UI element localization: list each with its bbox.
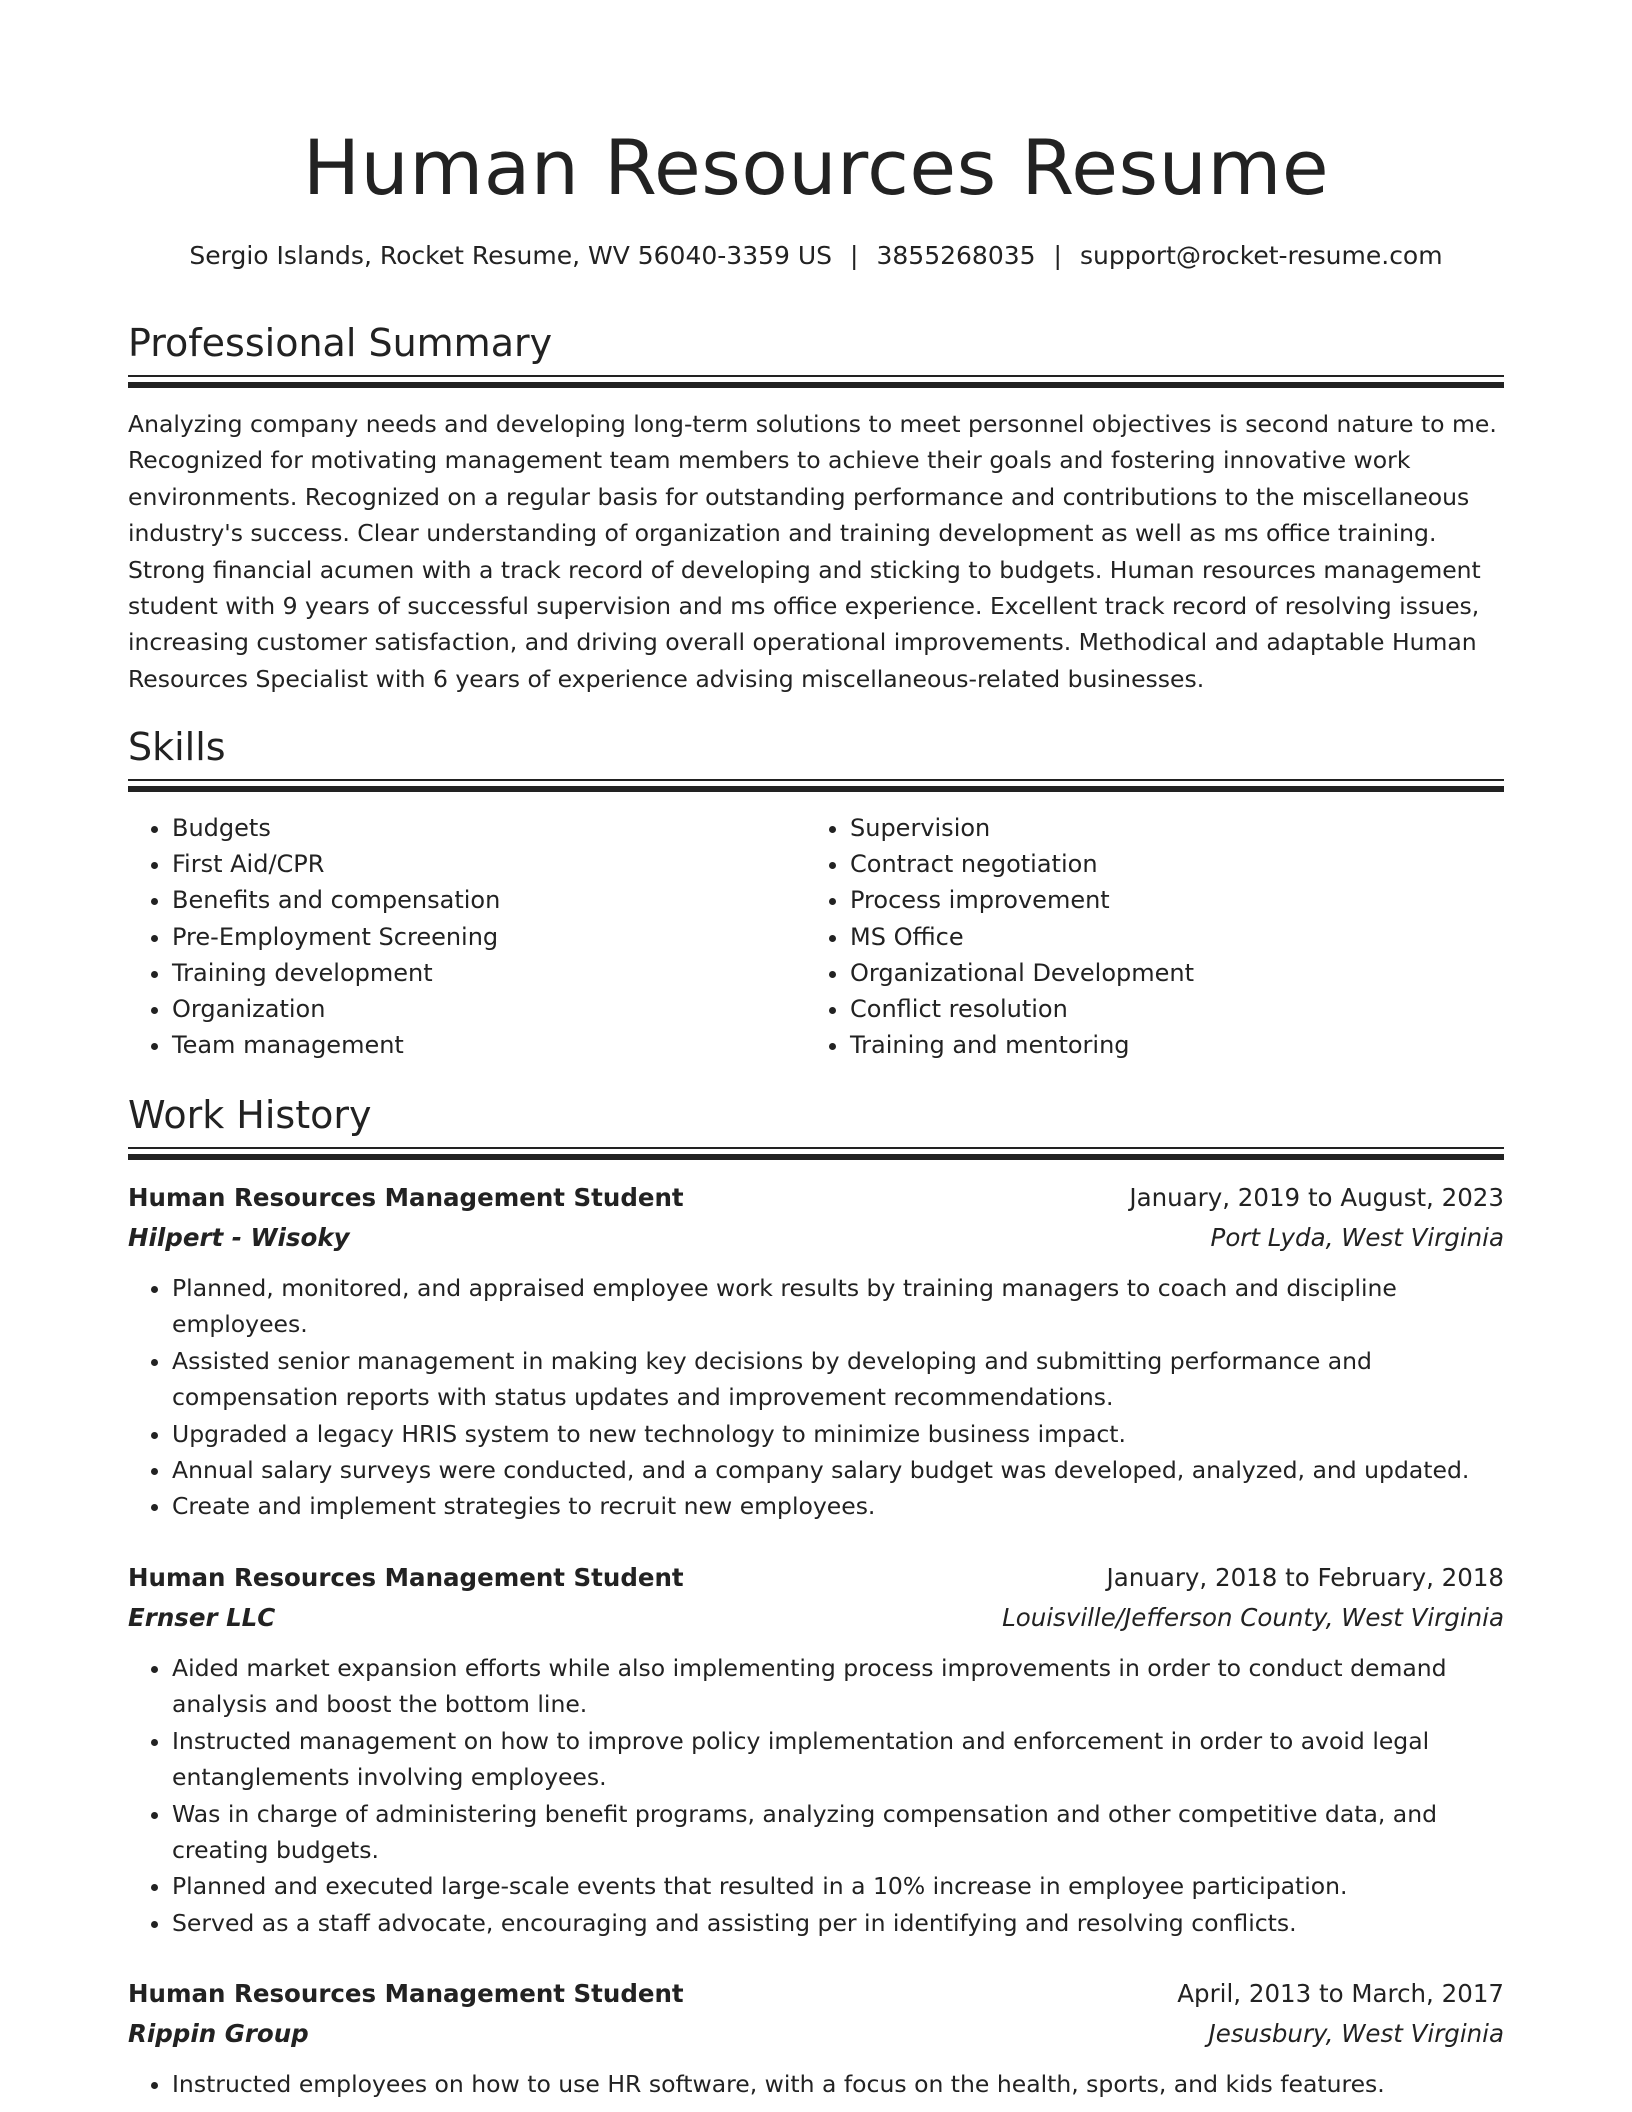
job-bullet: • Assisted senior management in making key decisions by developing and submitting performance and compensation reports with status updates and improvement recommendations. xyxy=(172,1343,1504,1416)
skills-list-left xyxy=(128,810,500,1063)
job-dates: January, 2018 to February, 2018 xyxy=(1106,1563,1504,1592)
job-company: Ernser LLC xyxy=(128,1603,276,1632)
section-heading-summary: Professional Summary xyxy=(128,321,553,365)
skill-item: • Budgets xyxy=(172,810,500,846)
job-company: Hilpert - Wisoky xyxy=(128,1223,350,1252)
job-dates: January, 2019 to August, 2023 xyxy=(1129,1183,1504,1212)
job-bullet: • Served as a staff advocate, encouraging and assisting per in identifying and resolving conflicts. xyxy=(172,1905,1504,1941)
job-bullet-list xyxy=(128,2066,1504,2102)
job-location: Louisville/Jefferson County, West Virginia xyxy=(1002,1603,1504,1632)
job-bullet-list xyxy=(128,1270,1504,1525)
skill-item: • First Aid/CPR xyxy=(172,846,500,882)
skill-item: • Supervision xyxy=(850,810,1194,846)
section-divider xyxy=(128,1147,1504,1160)
section-heading-work-history: Work History xyxy=(128,1093,372,1137)
skill-item: • Conflict resolution xyxy=(850,991,1194,1027)
job-company: Rippin Group xyxy=(128,2019,309,2048)
skill-item: • Training and mentoring xyxy=(850,1027,1194,1063)
job-dates: April, 2013 to March, 2017 xyxy=(1177,1979,1504,2008)
contact-phone: 3855268035 xyxy=(876,241,1036,270)
job-entry xyxy=(128,1974,1504,2102)
contact-address: Sergio Islands, Rocket Resume, WV 56040-3359 US xyxy=(189,241,833,270)
job-bullet: • Planned and executed large-scale events that resulted in a 10% increase in employee participation. xyxy=(172,1868,1504,1904)
skill-item: • Team management xyxy=(172,1027,500,1063)
job-title: Human Resources Management Student xyxy=(128,1563,684,1592)
skill-item: • Process improvement xyxy=(850,882,1194,918)
skill-item: • MS Office xyxy=(850,919,1194,955)
contact-separator: | xyxy=(850,241,859,270)
skill-item: • Organization xyxy=(172,991,500,1027)
job-title: Human Resources Management Student xyxy=(128,1979,684,2008)
job-bullet: • Create and implement strategies to recruit new employees. xyxy=(172,1488,1504,1524)
section-heading-skills: Skills xyxy=(128,725,226,769)
skill-item: • Pre-Employment Screening xyxy=(172,919,500,955)
job-bullet: • Planned, monitored, and appraised employee work results by training managers to coach and discipline employees. xyxy=(172,1270,1504,1343)
job-title: Human Resources Management Student xyxy=(128,1183,684,1212)
skill-item: • Training development xyxy=(172,955,500,991)
contact-line xyxy=(128,238,1504,274)
summary-text: Analyzing company needs and developing long-term solutions to meet personnel objectives is second nature to me. Recognized for motivating management team members to achieve their goals and fostering innovative work environments. Recognized on a regular basis for outstanding performance and contributions to the miscellaneous industry's success. Clear understanding of organization and training development as well as ms office training. Strong financial acumen with a track record of developing and sticking to budgets. Human resources management student with 9 years of successful supervision and ms office experience. Excellent track record of resolving issues, increasing customer satisfaction, and driving overall operational improvements. Methodical and adaptable Human Resources Specialist with 6 years of experience advising miscellaneous-related businesses. xyxy=(128,410,1497,693)
job-bullet: • Instructed management on how to improve policy implementation and enforcement in order to avoid legal entanglements involving employees. xyxy=(172,1723,1504,1796)
skills-list-right xyxy=(806,810,1194,1063)
skill-item: • Contract negotiation xyxy=(850,846,1194,882)
job-bullet: • Aided market expansion efforts while also implementing process improvements in order to conduct demand analysis and boost the bottom line. xyxy=(172,1650,1504,1723)
contact-separator: | xyxy=(1053,241,1062,270)
section-divider xyxy=(128,375,1504,388)
section-divider xyxy=(128,779,1504,792)
job-bullet: • Instructed employees on how to use HR software, with a focus on the health, sports, and kids features. xyxy=(172,2066,1504,2102)
skill-item: • Benefits and compensation xyxy=(172,882,500,918)
resume-title: Human Resources Resume xyxy=(302,123,1330,212)
job-location: Jesusbury, West Virginia xyxy=(1208,2019,1504,2048)
job-bullet: • Was in charge of administering benefit programs, analyzing compensation and other competitive data, and creating budgets. xyxy=(172,1796,1504,1869)
job-entry xyxy=(128,1178,1504,1525)
contact-email: support@rocket-resume.com xyxy=(1079,241,1443,270)
job-bullet-list xyxy=(128,1650,1504,1941)
job-bullet: • Annual salary surveys were conducted, and a company salary budget was developed, analyzed, and updated. xyxy=(172,1452,1504,1488)
skill-item: • Organizational Development xyxy=(850,955,1194,991)
job-entry xyxy=(128,1558,1504,1941)
job-location: Port Lyda, West Virginia xyxy=(1210,1223,1504,1252)
job-bullet: • Upgraded a legacy HRIS system to new technology to minimize business impact. xyxy=(172,1416,1504,1452)
